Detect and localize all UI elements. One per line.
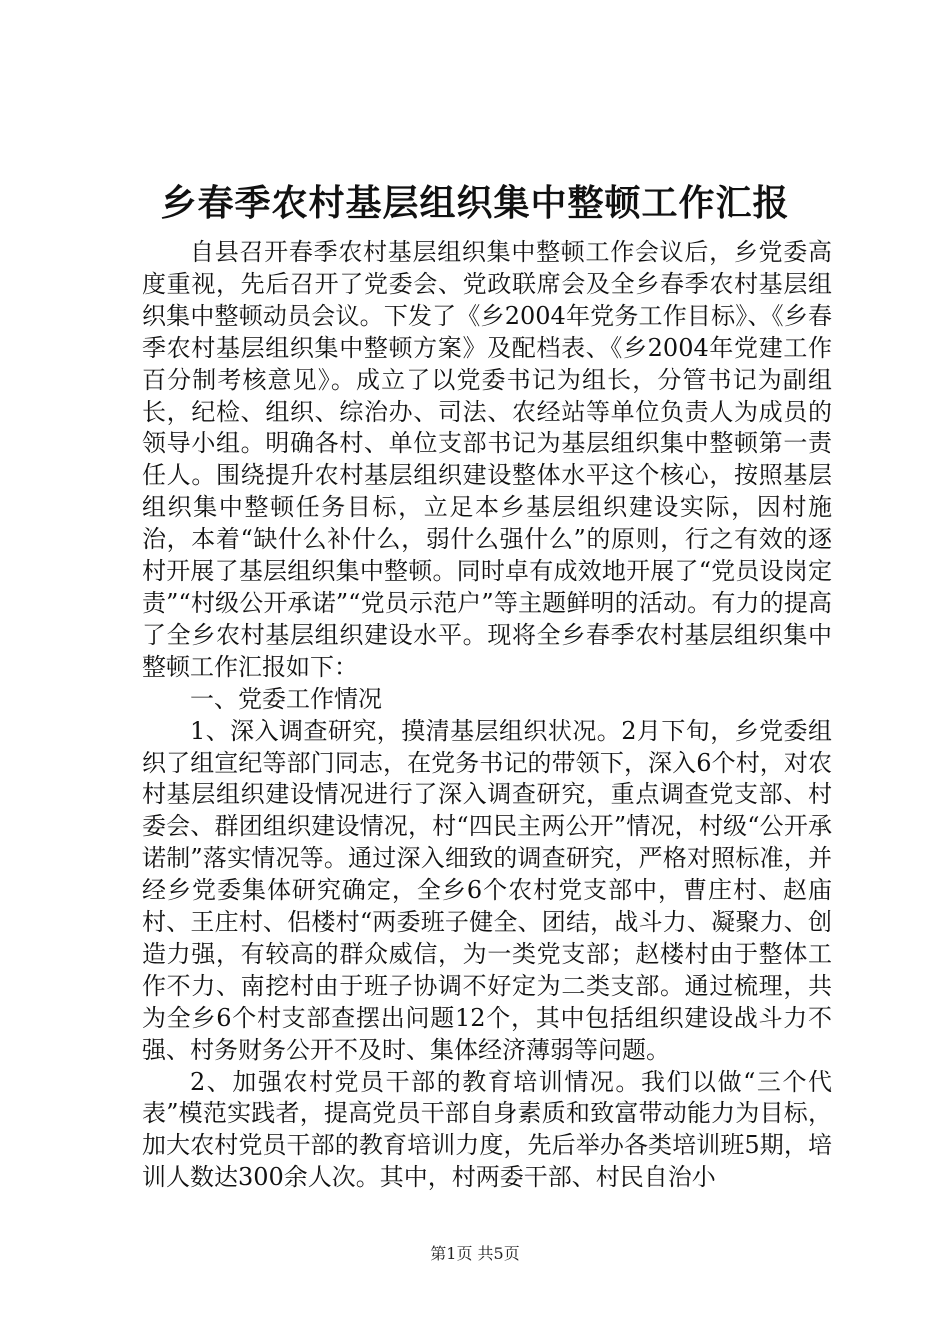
paragraph-intro: 自县召开春季农村基层组织集中整顿工作会议后，乡党委高度重视，先后召开了党委会、党政联席会及全乡春季农村基层组织集中整顿动员会议。下发了《乡2004年党务工作目标》、《乡春季农村基层组织集中整顿方案》及配档表、《乡2004年党建工作百分制考核意见》。成立了以党委书记为组长，分管书记为副组长，纪检、组织、综治办、司法、农经站等单位负责人为成员的领导小组。明确各村、单位支部书记为基层组织集中整顿第一责任人。围绕提升农村基层组织建设整体水平这个核心，按照基层组织集中整顿任务目标，立足本乡基层组织建设实际，因村施治，本着“缺什么补什么，弱什么强什么”的原则，行之有效的逐村开展了基层组织集中整顿。同时卓有成效地开展了“党员设岗定责”“村级公开承诺”“党员示范户”等主题鲜明的活动。有力的提高了全乡农村基层组织建设水平。现将全乡春季农村基层组织集中整顿工作汇报如下： — [142, 238, 832, 681]
document-body — [142, 237, 832, 1194]
paragraph-item-2: 2、加强农村党员干部的教育培训情况。我们以做“三个代表”模范实践者，提高党员干部自身素质和致富带动能力为目标，加大农村党员干部的教育培训力度，先后举办各类培训班5期，培训人数达300余人次。其中，村两委干部、村民自治小 — [142, 1067, 832, 1192]
document-title: 乡春季农村基层组织集中整顿工作汇报 — [160, 182, 790, 224]
paragraph-item-1: 1、深入调查研究，摸清基层组织状况。2月下旬，乡党委组织了组宣纪等部门同志，在党务书记的带领下，深入6个村，对农村基层组织建设情况进行了深入调查研究，重点调查党支部、村委会、群团组织建设情况，村“四民主两公开”情况，村级“公开承诺制”落实情况等。通过深入细致的调查研究，严格对照标准，并经乡党委集体研究确定，全乡6个农村党支部中，曹庄村、赵庙村、王庄村、侣楼村“两委班子健全、团结，战斗力、凝聚力、创造力强，有较高的群众威信，为一类党支部；赵楼村由于整体工作不力、南挖村由于班子协调不好定为二类支部。通过梳理，共为全乡6个村支部查摆出问题12个，其中包括组织建设战斗力不强、村务财务公开不及时、集体经济薄弱等问题。 — [142, 716, 832, 1064]
page-footer: 第1页 共5页 — [430, 1244, 520, 1263]
section-heading: 一、党委工作情况 — [190, 684, 382, 713]
